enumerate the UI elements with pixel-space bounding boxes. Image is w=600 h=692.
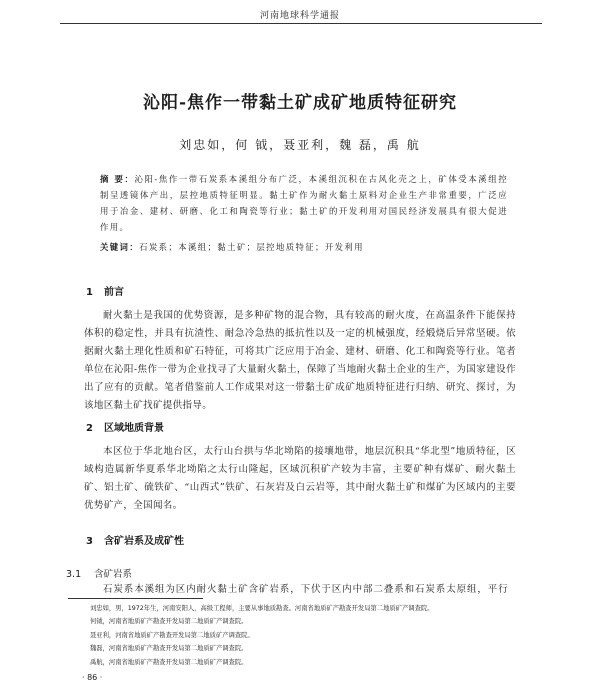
footnote: 何钺，河南省地质矿产勘查开发局第二地质矿产调查院。 bbox=[90, 618, 248, 626]
abstract-label: 摘 要： bbox=[100, 174, 135, 184]
footnote: 聂亚利，河南省地质矿产勘查开发局第二地质矿产调查院。 bbox=[90, 631, 254, 639]
footnote-rule bbox=[68, 598, 203, 599]
section-title: 区域地质背景 bbox=[104, 423, 164, 434]
subsection-number: 3.1 bbox=[66, 569, 82, 580]
keywords bbox=[100, 239, 508, 257]
page-number: · 86 · bbox=[82, 673, 103, 682]
section-number: 1 bbox=[86, 287, 93, 298]
abstract-text: 沁阳-焦作一带石炭系本溪组分布广泛，本溪组沉积在古风化壳之上，矿体受本溪组控制呈透镜体产出，层控地质特征明显。黏土矿作为耐火黏土原料对企业生产非常重要，广泛应用于冶金、建材、研磨、化工和陶瓷等行业；黏土矿的开发利用对国民经济发展具有很大促进作用。 bbox=[100, 174, 508, 232]
abstract-block bbox=[100, 171, 508, 257]
section-heading-1 bbox=[86, 283, 124, 298]
subsection-title: 含矿岩系 bbox=[94, 569, 133, 580]
abstract bbox=[100, 171, 508, 235]
keywords-label: 关键词： bbox=[100, 242, 140, 252]
section-heading-3 bbox=[86, 532, 184, 547]
header-rule bbox=[60, 23, 542, 24]
section-1-body: 耐火黏土是我国的优势资源，是多种矿物的混合物，具有较高的耐火度，在高温条件下能保持体积的稳定性，并具有抗渣性、耐急冷急热的抵抗性以及一定的机械强度，经煅烧后异常坚硬。依据耐火黏土理化性质和矿石特征，可将其广泛应用于冶金、建材、研磨、化工和陶瓷等行业。笔者单位在沁阳-焦作一带为企业找寻了大量耐火黏土，保障了当地耐火黏土企业的生产，为国家建设作出了应有的贡献。笔者借鉴前人工作成果对这一带黏土矿成矿地质特征进行归纳、研究、探讨，为该地区黏土矿找矿提供指导。 bbox=[84, 310, 516, 411]
subsection-body: 石炭系本溪组为区内耐火黏土矿含矿岩系，下伏于区内中部二叠系和石炭系太原组，平行 bbox=[103, 584, 509, 595]
footnotes bbox=[90, 602, 530, 669]
section-2-body: 本区位于华北地台区，太行山台拱与华北坳陷的接壤地带，地层沉积具“华北型”地质特征，区域构造属新华夏系华北坳陷之太行山隆起，区域沉积矿产较为丰富，主要矿种有煤矿、耐火黏土矿、铝土矿、硫铁矿、“山西式”铁矿、石灰岩及白云岩等，其中耐火黏土矿和煤矿为区域内的主要优势矿产，全国闻名。 bbox=[84, 446, 516, 511]
section-heading-2 bbox=[86, 419, 164, 434]
running-head: 河南地球科学通报 bbox=[259, 11, 340, 21]
author-list: 刘忠如，何 钺，聂亚利，魏 磊，禹 航 bbox=[179, 138, 421, 152]
paper-title: 沁阳-焦作一带黏土矿成矿地质特征研究 bbox=[142, 93, 458, 113]
section-number: 3 bbox=[86, 536, 93, 547]
footnote: 魏磊，河南省地质矿产勘查开发局第二地质矿产调查院。 bbox=[90, 645, 248, 653]
footnote: 禹航，河南省地质矿产勘查开发局第二地质矿产调查院。 bbox=[90, 658, 248, 666]
keywords-text: 石炭系；本溪组；黏土矿；层控地质特征；开发利用 bbox=[139, 242, 364, 252]
section-number: 2 bbox=[86, 423, 93, 434]
section-title: 前言 bbox=[104, 287, 124, 298]
section-title: 含矿岩系及成矿性 bbox=[104, 536, 184, 547]
footnote: 刘忠如，男，1972年生，河南安阳人，高级工程师，主要从事地质勘查。河南省地质矿产勘查开发局第二地质矿产调查院。 bbox=[90, 605, 434, 612]
subsection-heading bbox=[66, 566, 132, 580]
